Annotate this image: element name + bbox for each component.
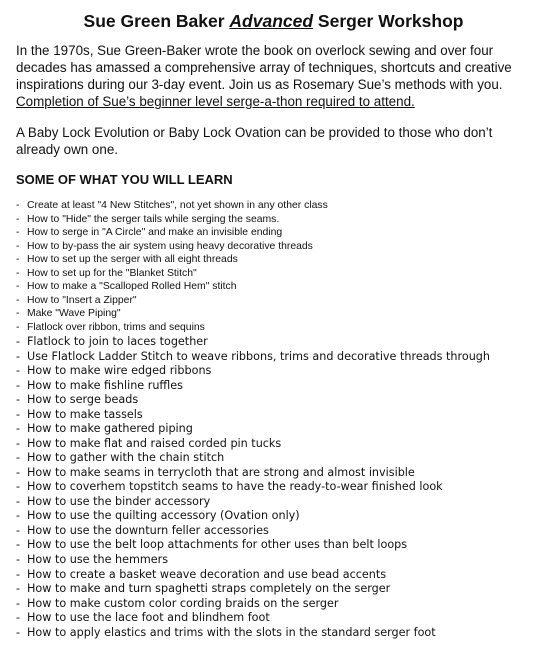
list-item-text: How to create a basket weave decoration and use bead accents — [27, 567, 387, 581]
intro-line: decades has amassed a comprehensive array of techniques, shortcuts and creative — [16, 60, 512, 75]
list-item — [16, 213, 328, 227]
list-item — [16, 364, 490, 379]
intro-line: inspirations during our 3-day event. Join us as Rosemary Sue’s methods with you. — [16, 77, 503, 92]
list-item — [16, 437, 490, 452]
list-item — [16, 597, 490, 612]
list-item — [16, 379, 490, 394]
list-item — [16, 335, 490, 350]
bullet-dash: - — [16, 393, 21, 407]
list-item-text: How to use the downturn feller accessories — [27, 523, 269, 537]
list-item — [16, 408, 490, 423]
list-item — [16, 294, 328, 308]
list-item — [16, 553, 490, 568]
bullet-dash: - — [16, 552, 21, 566]
list-item-text: Flatlock over ribbon, trims and sequins — [27, 321, 205, 333]
list-item-text: How to use the hemmers — [27, 552, 169, 566]
bullet-dash: - — [16, 308, 20, 320]
list-item-text: How to make tassels — [27, 407, 143, 421]
list-item — [16, 307, 328, 321]
page-title — [0, 10, 547, 32]
list-item-text: How to use the binder accessory — [27, 494, 211, 508]
list-item — [16, 253, 328, 267]
list-item-text: How to by-pass the air system using heavy decorative threads — [27, 240, 313, 252]
list-item — [16, 321, 328, 335]
bullet-dash: - — [16, 422, 21, 436]
list-item-text: How to set up for the "Blanket Stitch" — [27, 267, 197, 279]
list-item — [16, 524, 490, 539]
bullet-dash: - — [16, 480, 21, 494]
title-emphasis: Advanced — [229, 11, 314, 31]
list-item-text: How to make and turn spaghetti straps completely on the serger — [27, 582, 391, 596]
bullet-dash: - — [16, 407, 21, 421]
intro-line: In the 1970s, Sue Green-Baker wrote the book on overlock sewing and over four — [16, 43, 494, 58]
bullet-dash: - — [16, 625, 21, 639]
bullet-dash: - — [16, 240, 20, 252]
list-item-text: How to use the lace foot and blindhem foot — [27, 611, 270, 625]
list-item — [16, 451, 490, 466]
bullet-dash: - — [16, 451, 21, 465]
bullet-dash: - — [16, 321, 20, 333]
list-item-text: How to gather with the chain stitch — [27, 451, 225, 465]
list-item-text: Make "Wave Piping" — [27, 308, 121, 320]
list-item — [16, 267, 328, 281]
list-item — [16, 582, 490, 597]
list-item-text: How to set up the serger with all eight threads — [27, 254, 238, 266]
bullet-dash: - — [16, 523, 21, 537]
bullet-dash: - — [16, 378, 21, 392]
bullet-dash: - — [16, 494, 21, 508]
title-prefix: Sue Green Baker — [83, 11, 230, 31]
list-item-text: Flatlock to join to laces together — [27, 335, 208, 348]
bullet-dash: - — [16, 538, 21, 552]
list-item — [16, 495, 490, 510]
bullet-dash: - — [16, 582, 21, 596]
list-item-text: How to apply elastics and trims with the slots in the standard serger foot — [27, 625, 436, 639]
bullet-dash: - — [16, 349, 21, 363]
bullet-dash: - — [16, 267, 20, 279]
bullet-dash: - — [16, 436, 21, 450]
bullet-dash: - — [16, 254, 20, 266]
bullet-dash: - — [16, 509, 21, 523]
list-item — [16, 226, 328, 240]
bullet-dash: - — [16, 567, 21, 581]
list-item-text: How to make seams in terrycloth that are strong and almost invisible — [27, 465, 415, 479]
list-item-text: How to serge in "A Circle" and make an invisible ending — [27, 227, 283, 239]
learn-list-small — [16, 199, 328, 334]
machine-note — [16, 124, 544, 158]
list-item-text: How to use the belt loop attachments for other uses than belt loops — [27, 538, 408, 552]
bullet-dash: - — [16, 213, 20, 225]
list-item — [16, 538, 490, 553]
title-suffix: Serger Workshop — [313, 11, 464, 31]
note-line: already own one. — [16, 142, 118, 157]
bullet-dash: - — [16, 596, 21, 610]
list-item-text: How to make flat and raised corded pin tucks — [27, 436, 282, 450]
learn-list-large — [16, 335, 490, 640]
section-heading: SOME OF WHAT YOU WILL LEARN — [16, 172, 233, 187]
list-item — [16, 199, 328, 213]
note-line: A Baby Lock Evolution or Baby Lock Ovation can be provided to those who don’t — [16, 125, 493, 140]
list-item — [16, 393, 490, 408]
list-item-text: How to coverhem topstitch seams to have the ready-to-wear finished look — [27, 480, 443, 494]
bullet-dash: - — [16, 281, 20, 293]
list-item — [16, 240, 328, 254]
bullet-dash: - — [16, 227, 20, 239]
list-item — [16, 280, 328, 294]
list-item-text: How to "Insert a Zipper" — [27, 294, 137, 306]
requirement-text: Completion of Sue’s beginner level serge-a-thon required to attend. — [16, 94, 415, 109]
list-item-text: How to make custom color cording braids on the serger — [27, 596, 339, 610]
list-item-text: How to serge beads — [27, 393, 139, 407]
intro-paragraph — [16, 42, 544, 110]
list-item — [16, 466, 490, 481]
bullet-dash: - — [16, 465, 21, 479]
list-item-text: Create at least "4 New Stitches", not yet shown in any other class — [27, 200, 328, 211]
list-item-text: How to make wire edged ribbons — [27, 364, 212, 378]
list-item-text: How to make gathered piping — [27, 422, 193, 436]
list-item-text: How to make a "Scalloped Rolled Hem" stitch — [27, 281, 237, 293]
list-item-text: How to use the quilting accessory (Ovation only) — [27, 509, 300, 523]
list-item — [16, 422, 490, 437]
list-item-text: How to "Hide" the serger tails while serging the seams. — [27, 213, 280, 225]
list-item — [16, 509, 490, 524]
bullet-dash: - — [16, 294, 20, 306]
list-item — [16, 350, 490, 365]
list-item — [16, 626, 490, 641]
bullet-dash: - — [16, 611, 21, 625]
bullet-dash: - — [16, 200, 20, 211]
bullet-dash: - — [16, 335, 21, 348]
list-item — [16, 611, 490, 626]
list-item-text: How to make fishline ruffles — [27, 378, 183, 392]
list-item — [16, 480, 490, 495]
bullet-dash: - — [16, 364, 21, 378]
list-item — [16, 568, 490, 583]
list-item-text: Use Flatlock Ladder Stitch to weave ribbons, trims and decorative threads through — [27, 349, 490, 363]
